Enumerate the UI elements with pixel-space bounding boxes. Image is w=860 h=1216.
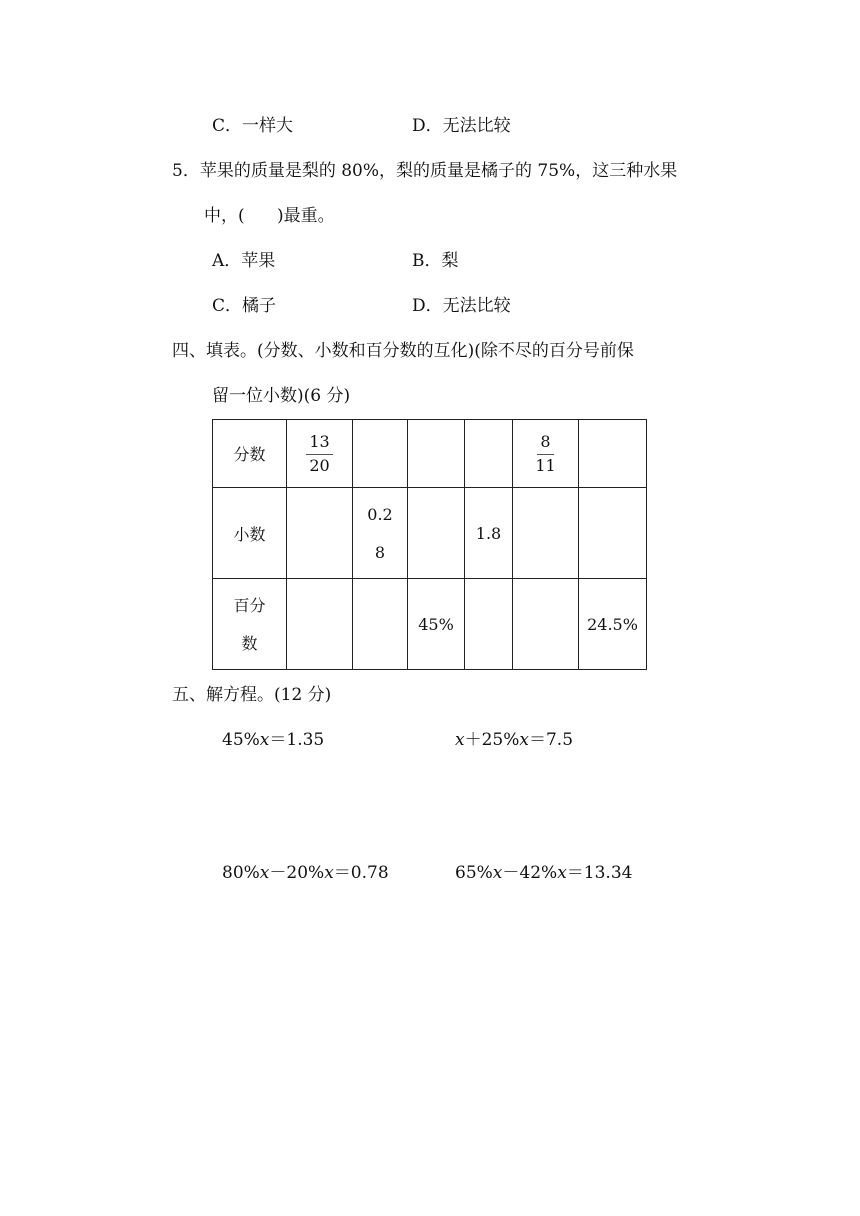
cell-fraction-6[interactable] xyxy=(579,420,647,488)
cell-percent-5[interactable] xyxy=(513,579,579,670)
section-4-heading-line2: 留一位小数)(6 分) xyxy=(212,386,351,406)
q5-option-c: C．橘子 xyxy=(212,296,277,316)
cell-fraction-5 xyxy=(513,420,579,488)
option-d-prev: D．无法比较 xyxy=(412,116,511,136)
row-label-fraction: 分数 xyxy=(213,420,287,488)
equation-1: 45%x＝1.35 xyxy=(222,730,325,750)
row-label-percent: 百分 数 xyxy=(213,579,287,670)
cell-fraction-3[interactable] xyxy=(408,420,465,488)
fraction-8-11: $\frac{8}{11}$ xyxy=(535,432,556,475)
cell-percent-6: 24.5% xyxy=(579,579,647,670)
q5-option-a: A．苹果 xyxy=(212,251,276,271)
cell-decimal-4: 1.8 xyxy=(465,488,513,579)
cell-decimal-2: 0.2 8 xyxy=(353,488,408,579)
conversion-table xyxy=(212,419,647,670)
table-row-percent xyxy=(213,579,647,670)
question-5-line1: 5．苹果的质量是梨的 80%，梨的质量是橘子的 75%，这三种水果 xyxy=(172,161,678,181)
option-c-prev: C．一样大 xyxy=(212,116,294,136)
table-row-fraction xyxy=(213,420,647,488)
table-row-decimal xyxy=(213,488,647,579)
cell-decimal-3[interactable] xyxy=(408,488,465,579)
cell-fraction-4[interactable] xyxy=(465,420,513,488)
cell-decimal-1[interactable] xyxy=(287,488,353,579)
section-4-heading-line1: 四、填表。(分数、小数和百分数的互化)(除不尽的百分号前保 xyxy=(172,341,634,361)
equation-3: 80%x－20%x＝0.78 xyxy=(222,863,389,883)
q5-option-d: D．无法比较 xyxy=(412,296,511,316)
cell-percent-1[interactable] xyxy=(287,579,353,670)
row-label-decimal: 小数 xyxy=(213,488,287,579)
fraction-13-20: $\frac{13}{20}$ xyxy=(306,433,332,475)
cell-percent-2[interactable] xyxy=(353,579,408,670)
cell-fraction-1 xyxy=(287,420,353,488)
cell-decimal-6[interactable] xyxy=(579,488,647,579)
cell-percent-4[interactable] xyxy=(465,579,513,670)
question-5-line2: 中，( )最重。 xyxy=(204,206,335,226)
cell-fraction-2[interactable] xyxy=(353,420,408,488)
cell-percent-3: 45% xyxy=(408,579,465,670)
equation-4: 65%x－42%x＝13.34 xyxy=(455,863,633,883)
cell-decimal-5[interactable] xyxy=(513,488,579,579)
section-5-heading: 五、解方程。(12 分) xyxy=(172,685,332,705)
equation-2: x＋25%x＝7.5 xyxy=(455,730,574,750)
q5-option-b: B．梨 xyxy=(412,251,459,271)
